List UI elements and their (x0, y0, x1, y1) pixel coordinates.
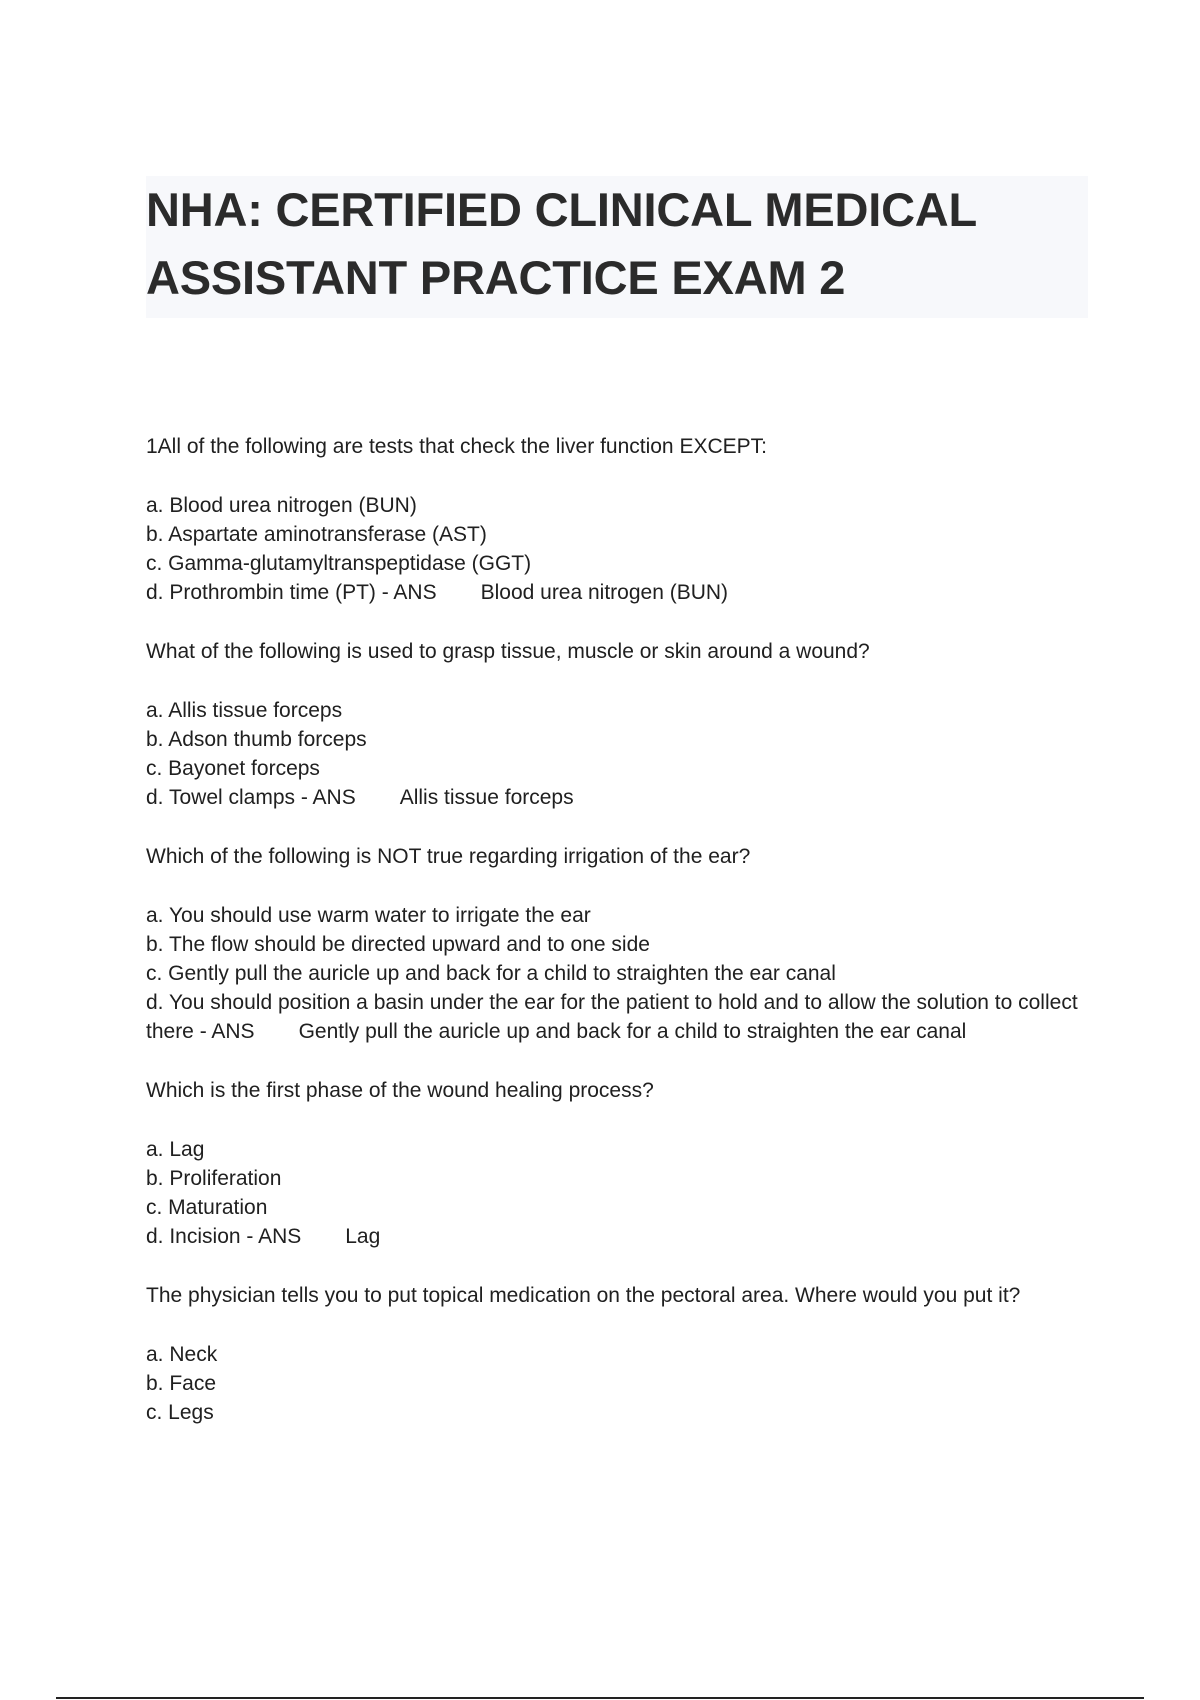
option-item: a. You should use warm water to irrigate the ear (146, 904, 591, 927)
options-list (146, 1135, 1086, 1251)
option-item: a. Lag (146, 1138, 205, 1161)
question-text: Which is the first phase of the wound healing process? (146, 1079, 654, 1102)
option-text: d. Towel clamps (146, 786, 296, 809)
question-text: The physician tells you to put topical medication on the pectoral area. Where would you put it? (146, 1284, 1021, 1307)
option-item: c. Legs (146, 1401, 214, 1424)
question-text: What of the following is used to grasp tissue, muscle or skin around a wound? (146, 640, 870, 663)
question-block (146, 842, 1086, 1046)
option-item-with-answer (146, 578, 1086, 607)
option-item-with-answer (146, 783, 1086, 812)
option-item: b. Proliferation (146, 1167, 282, 1190)
option-item: c. Gently pull the auricle up and back for a child to straighten the ear canal (146, 962, 836, 985)
ans-label: - ANS (193, 1020, 255, 1043)
option-item: a. Blood urea nitrogen (BUN) (146, 494, 417, 517)
options-list (146, 1340, 1086, 1427)
footer-divider (56, 1697, 1144, 1699)
option-item: b. Face (146, 1372, 217, 1395)
question-text: 1All of the following are tests that check the liver function EXCEPT: (146, 435, 767, 458)
option-item: b. Adson thumb forceps (146, 728, 367, 751)
option-item-with-answer (146, 988, 1086, 1046)
option-item: c. Maturation (146, 1196, 268, 1219)
ans-label: - ANS (295, 786, 356, 809)
answer-text: Allis tissue forceps (399, 786, 574, 809)
option-item: b. The flow should be directed upward and to one side (146, 933, 650, 956)
option-text: d. You should position a basin under the ear for the patient to hold and to allow the solution to collect there (146, 991, 1078, 1043)
options-list (146, 901, 1086, 1046)
question-block (146, 1076, 1086, 1251)
answer-text: Blood urea nitrogen (BUN) (480, 581, 729, 604)
ans-label: - ANS (240, 1225, 302, 1248)
options-list (146, 696, 1086, 812)
option-item-with-answer (146, 1222, 1086, 1251)
options-list (146, 491, 1086, 607)
option-item: a. Allis tissue forceps (146, 699, 343, 722)
question-block (146, 1281, 1086, 1427)
option-text: d. Incision (146, 1225, 241, 1248)
answer-text: Lag (345, 1225, 381, 1248)
questions-list (146, 432, 1086, 1457)
option-item: c. Gamma-glutamyltranspeptidase (GGT) (146, 552, 532, 575)
question-block (146, 637, 1086, 812)
question-text: Which of the following is NOT true regarding irrigation of the ear? (146, 845, 751, 868)
document-title: NHA: CERTIFIED CLINICAL MEDICAL ASSISTANT PRACTICE EXAM 2 (146, 183, 977, 304)
option-text: d. Prothrombin time (PT) (146, 581, 376, 604)
ans-label: - ANS (375, 581, 437, 604)
question-block (146, 432, 1086, 607)
option-item: b. Aspartate aminotransferase (AST) (146, 523, 487, 546)
answer-text: Gently pull the auricle up and back for a child to straighten the ear canal (298, 1020, 967, 1043)
option-item: c. Bayonet forceps (146, 757, 320, 780)
option-item: a. Neck (146, 1343, 218, 1366)
